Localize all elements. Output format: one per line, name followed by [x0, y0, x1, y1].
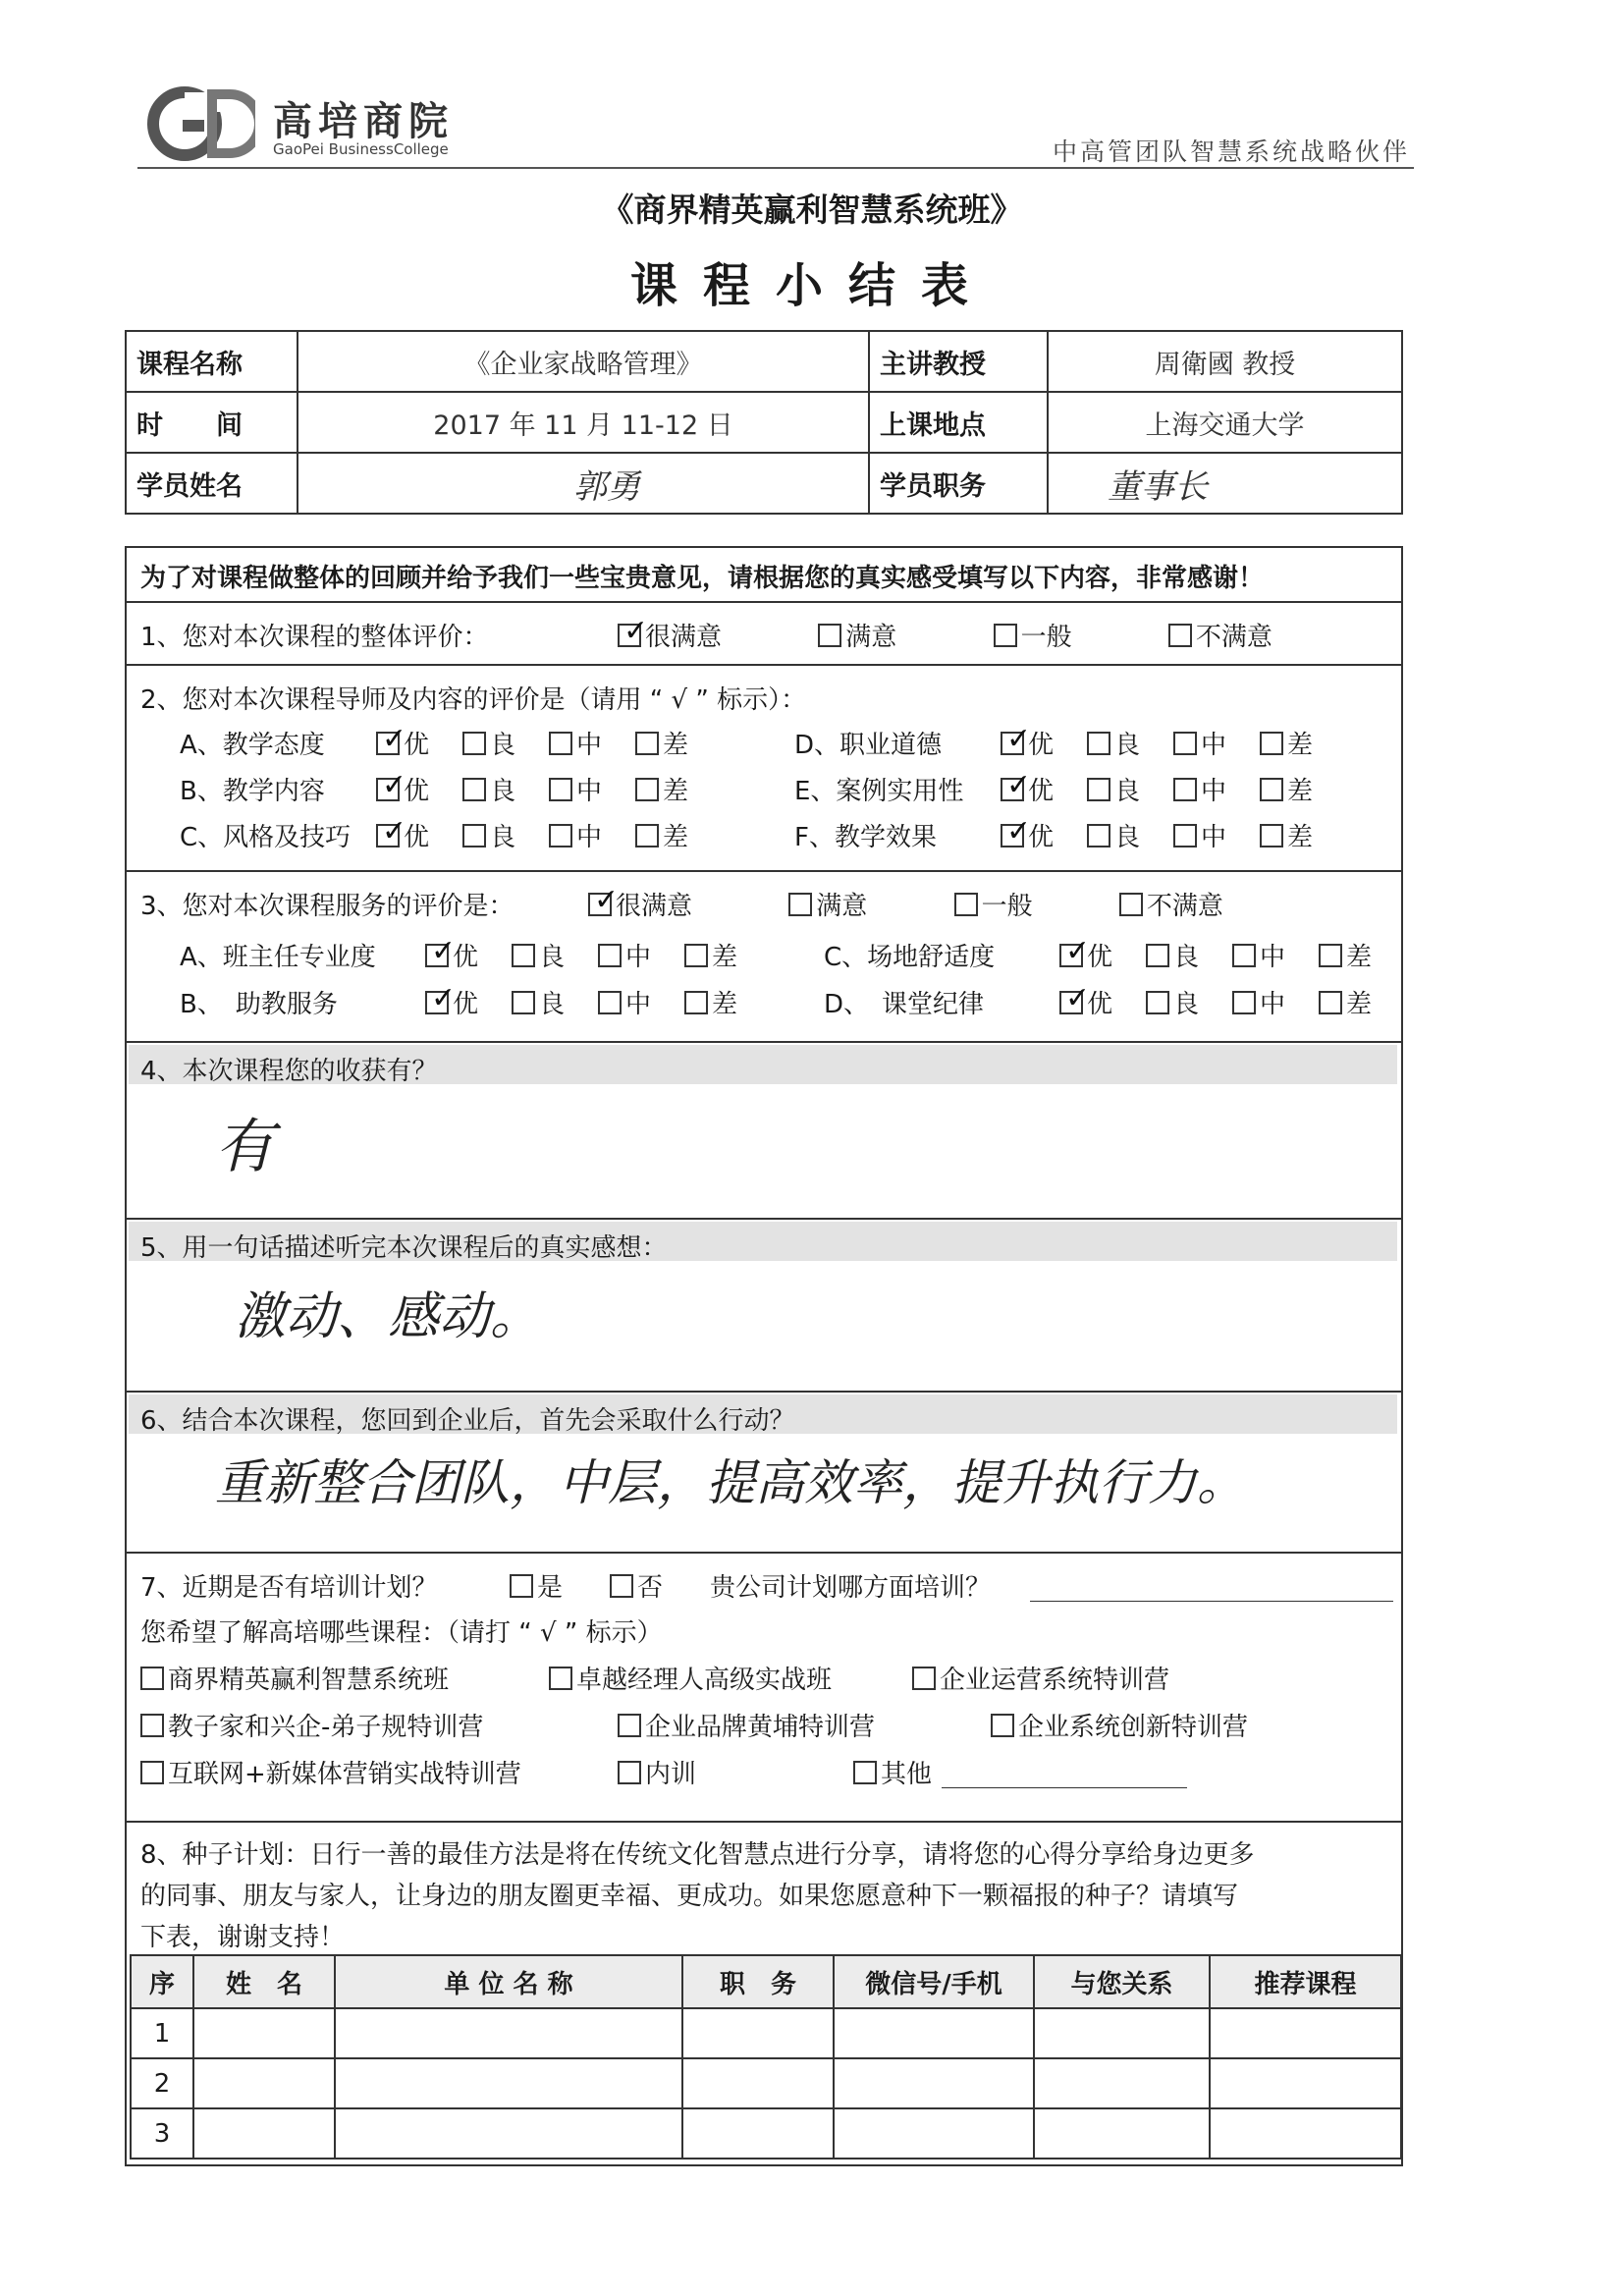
checkbox[interactable] [618, 624, 641, 647]
col-relation: 与您关系 [1034, 1955, 1210, 2008]
q8-line1: 8、种子计划：日行一善的最佳方法是将在传统文化智慧点进行分享，请将您的心得分享给身边更多 [140, 1840, 1255, 1870]
q1-option-satisfied[interactable]: 满意 [818, 623, 896, 652]
q1-label: 1、您对本次课程的整体评价： [140, 623, 489, 652]
cell[interactable] [834, 2058, 1034, 2108]
checkbox[interactable] [991, 1714, 1014, 1737]
cell[interactable] [834, 2008, 1034, 2058]
q6-answer[interactable]: 重新整合团队，中层，提高效率，提升执行力。 [215, 1454, 1246, 1511]
q3-grade-option[interactable]: ✓ 优 [425, 984, 512, 1020]
q3-grade-option[interactable]: 差 [1319, 984, 1405, 1020]
checkbox[interactable] [635, 778, 659, 801]
q2-grade-option[interactable]: 良 [1087, 725, 1173, 761]
q8-line2: 的同事、朋友与家人，让身边的朋友圈更幸福、更成功。如果您愿意种下一颗福报的种子？请填写 [140, 1882, 1239, 1911]
checkbox[interactable] [1087, 732, 1110, 755]
program-title: 《商界精英赢利智慧系统班》 [601, 191, 1023, 229]
q3-row [180, 984, 771, 1020]
checkbox[interactable] [1146, 991, 1169, 1014]
form-title: 课程小结表 [629, 258, 994, 313]
q2-grade-option[interactable]: ✓ 优 [1001, 725, 1087, 761]
checkbox[interactable] [598, 991, 622, 1014]
q2-item-label: F、教学效果 [794, 823, 937, 852]
q3-grade-option[interactable]: ✓ 优 [1059, 984, 1146, 1020]
q3-grade-option[interactable]: 良 [512, 937, 598, 973]
checkbox[interactable] [1087, 778, 1110, 801]
q2-grade-option[interactable]: 中 [1173, 817, 1260, 853]
checkbox[interactable] [512, 944, 535, 967]
q2-row [794, 817, 1346, 853]
table-row [131, 2108, 1401, 2159]
checkbox[interactable] [684, 991, 708, 1014]
q4-answer[interactable]: 有 [215, 1113, 274, 1181]
q1-option-very-satisfied[interactable]: ✓ 很满意 [618, 623, 722, 652]
col-index: 序 [131, 1955, 193, 2008]
checkbox[interactable] [994, 624, 1017, 647]
checkbox[interactable] [512, 991, 535, 1014]
row-index: 1 [131, 2008, 193, 2058]
checkbox[interactable] [1119, 893, 1143, 916]
other-course-blank[interactable] [942, 1787, 1187, 1788]
cell[interactable] [682, 2108, 834, 2159]
col-course: 推荐课程 [1210, 1955, 1401, 2008]
q7-wish-label: 您希望了解高培哪些课程：（请打 “ √ ” 标示） [140, 1618, 663, 1648]
checkbox[interactable] [588, 893, 612, 916]
course-option[interactable]: 互联网+新媒体营销实战特训营 [140, 1754, 521, 1790]
col-company: 单 位 名 称 [335, 1955, 682, 2008]
q2-grade-option[interactable]: 差 [1260, 725, 1346, 761]
table-row [131, 2058, 1401, 2108]
q2-grade-option[interactable]: 中 [1173, 771, 1260, 807]
q8-line3: 下表，谢谢支持！ [140, 1923, 346, 1952]
checkbox[interactable] [376, 824, 400, 847]
q7-plan-question: 贵公司计划哪方面培训？ [710, 1573, 992, 1603]
q7-no-option[interactable]: 否 [610, 1567, 663, 1604]
q2-grade-option[interactable]: 良 [1087, 817, 1173, 853]
q3-label: 3、您对本次课程服务的评价是： [140, 892, 514, 921]
seed-plan-table [130, 1954, 1402, 2159]
q3-grade-option[interactable]: 差 [684, 984, 771, 1020]
q2-grade-option[interactable]: 差 [635, 817, 722, 853]
q3-option-satisfied[interactable]: 满意 [788, 892, 867, 921]
survey-form [125, 546, 1403, 2166]
cell[interactable] [193, 2108, 335, 2159]
q2-grade-option[interactable]: 差 [1260, 771, 1346, 807]
col-name: 姓 名 [193, 1955, 335, 2008]
checkbox[interactable] [1173, 824, 1197, 847]
student-position-label: 学员职务 [869, 453, 1048, 514]
checkbox[interactable] [1146, 944, 1169, 967]
checkbox[interactable] [954, 893, 978, 916]
q3-item-label: A、班主任专业度 [180, 943, 376, 972]
course-option[interactable]: 教子家和兴企-弟子规特训营 [140, 1707, 483, 1743]
checkbox[interactable] [510, 1574, 533, 1598]
q3-option-dissatisfied[interactable]: 不满意 [1119, 892, 1223, 921]
checkbox[interactable] [1173, 732, 1197, 755]
checkbox[interactable] [635, 824, 659, 847]
checkbox[interactable] [618, 1761, 641, 1784]
q2-grade-option[interactable]: 中 [549, 771, 635, 807]
q1-option-dissatisfied[interactable]: 不满意 [1168, 623, 1272, 652]
q3-grade-option[interactable]: 良 [512, 984, 598, 1020]
q4-label: 4、本次课程您的收获有？ [140, 1057, 438, 1086]
q3-item-label: D、 课堂纪律 [824, 990, 985, 1019]
checkbox[interactable] [684, 944, 708, 967]
cell[interactable] [682, 2058, 834, 2108]
time-label: 时 间 [126, 392, 298, 453]
cell[interactable] [1210, 2108, 1401, 2159]
checkbox[interactable] [549, 732, 572, 755]
student-name-label: 学员姓名 [126, 453, 298, 514]
q1-options[interactable] [618, 617, 1302, 653]
checkbox[interactable] [140, 1714, 164, 1737]
q2-row [180, 771, 722, 807]
q2-grade-option[interactable]: 良 [1087, 771, 1173, 807]
header-slogan: 中高管团队智慧系统战略伙伴 [1052, 137, 1410, 166]
course-option[interactable]: 企业运营系统特训营 [912, 1660, 1169, 1696]
q3-row [180, 937, 771, 973]
checkbox[interactable] [1232, 991, 1256, 1014]
course-name-label: 课程名称 [126, 331, 298, 392]
row-index: 3 [131, 2108, 193, 2159]
cell[interactable] [193, 2008, 335, 2058]
checkbox[interactable] [1059, 944, 1083, 967]
checkbox[interactable] [1001, 732, 1024, 755]
q2-grade-option[interactable]: ✓ 优 [376, 725, 462, 761]
checkbox[interactable] [462, 732, 486, 755]
q2-row [180, 817, 722, 853]
q2-grade-option[interactable]: 良 [462, 725, 549, 761]
cell[interactable] [834, 2108, 1034, 2159]
col-position: 职 务 [682, 1955, 834, 2008]
survey-intro: 为了对课程做整体的回顾并给予我们一些宝贵意见，请根据您的真实感受填写以下内容，非常感谢！ [140, 564, 1265, 593]
checkbox[interactable] [1087, 824, 1110, 847]
q3-option-very-satisfied[interactable]: ✓ 很满意 [588, 892, 692, 921]
course-info-table [125, 330, 1403, 515]
course-option[interactable]: 内训 [618, 1754, 696, 1790]
checkbox[interactable] [598, 944, 622, 967]
q2-grade-option[interactable]: ✓ 优 [1001, 817, 1087, 853]
checkbox[interactable] [1260, 824, 1283, 847]
q3-row [824, 937, 1405, 973]
checkbox[interactable] [376, 732, 400, 755]
q3-item-label: B、 助教服务 [180, 990, 338, 1019]
cell[interactable] [335, 2108, 682, 2159]
checkbox[interactable] [1001, 824, 1024, 847]
q3-grade-option[interactable]: 中 [598, 937, 684, 973]
checkbox[interactable] [140, 1761, 164, 1784]
q3-option-average[interactable]: 一般 [954, 892, 1033, 921]
q6-label: 6、结合本次课程，您回到企业后，首先会采取什么行动？ [140, 1406, 795, 1436]
checkbox[interactable] [853, 1761, 877, 1784]
row-index: 2 [131, 2058, 193, 2108]
q1-option-average[interactable]: 一般 [994, 623, 1072, 652]
lecturer-value[interactable]: 周衛國 教授 [1048, 331, 1402, 392]
q5-label: 5、用一句话描述听完本次课程后的真实感想： [140, 1233, 668, 1263]
checkbox[interactable] [912, 1667, 936, 1690]
q2-grade-option[interactable]: 良 [462, 771, 549, 807]
checkbox[interactable] [788, 893, 812, 916]
checkbox[interactable] [425, 944, 449, 967]
q3-grade-option[interactable]: ✓ 优 [1059, 937, 1146, 973]
q3-grade-option[interactable]: 中 [1232, 984, 1319, 1020]
q2-grade-option[interactable]: 中 [549, 817, 635, 853]
checkbox[interactable] [818, 624, 841, 647]
q2-grade-option[interactable]: ✓ 优 [376, 771, 462, 807]
col-wechat: 微信号/手机 [834, 1955, 1034, 2008]
q2-row [794, 771, 1346, 807]
checkbox[interactable] [376, 778, 400, 801]
q3-grade-option[interactable]: 良 [1146, 984, 1232, 1020]
logo-english-name: GaoPei BusinessCollege [273, 140, 449, 158]
q2-grade-option[interactable]: 差 [635, 771, 722, 807]
q7-yes-option[interactable]: 是 [510, 1567, 563, 1604]
cell[interactable] [335, 2058, 682, 2108]
checkbox[interactable] [140, 1667, 164, 1690]
q2-label: 2、您对本次课程导师及内容的评价是（请用 “ √ ” 标示）： [140, 685, 807, 715]
seed-table-header [131, 1955, 1401, 2008]
place-value[interactable]: 上海交通大学 [1048, 392, 1402, 453]
checkbox[interactable] [549, 1667, 572, 1690]
q7-label: 7、近期是否有培训计划？ [140, 1573, 438, 1603]
q3-grade-option[interactable]: 差 [1319, 937, 1405, 973]
checkbox[interactable] [1173, 778, 1197, 801]
checkbox[interactable] [1260, 778, 1283, 801]
course-option[interactable]: 其他 [853, 1754, 932, 1790]
course-name-value[interactable]: 《企业家战略管理》 [298, 331, 869, 392]
q3-grade-option[interactable]: 良 [1146, 937, 1232, 973]
checkbox[interactable] [1168, 624, 1192, 647]
q2-item-label: D、职业道德 [794, 731, 943, 760]
checkbox[interactable] [610, 1574, 633, 1598]
table-row [131, 2008, 1401, 2058]
q3-item-label: C、场地舒适度 [824, 943, 996, 972]
checkbox[interactable] [425, 991, 449, 1014]
q2-row [180, 725, 722, 761]
place-label: 上课地点 [869, 392, 1048, 453]
checkbox[interactable] [549, 778, 572, 801]
q3-grade-option[interactable]: ✓ 优 [425, 937, 512, 973]
q2-item-label: E、案例实用性 [794, 777, 964, 806]
checkbox[interactable] [1319, 991, 1342, 1014]
checkbox[interactable] [1260, 732, 1283, 755]
checkbox[interactable] [618, 1714, 641, 1737]
q2-grade-option[interactable]: 中 [549, 725, 635, 761]
gaopei-logo [147, 86, 255, 161]
cell[interactable] [1210, 2008, 1401, 2058]
cell[interactable] [1034, 2058, 1210, 2108]
checkbox[interactable] [549, 824, 572, 847]
q2-grade-option[interactable]: 良 [462, 817, 549, 853]
q2-grade-option[interactable]: 差 [1260, 817, 1346, 853]
q3-grade-option[interactable]: 中 [1232, 937, 1319, 973]
course-option[interactable]: 企业品牌黄埔特训营 [618, 1707, 875, 1743]
course-option[interactable]: 卓越经理人高级实战班 [549, 1660, 832, 1696]
checkbox[interactable] [1001, 778, 1024, 801]
q2-grade-option[interactable]: 中 [1173, 725, 1260, 761]
cell[interactable] [1034, 2008, 1210, 2058]
logo-chinese-name: 高培商院 [273, 99, 454, 144]
q2-item-label: A、教学态度 [180, 731, 325, 760]
checkbox[interactable] [1319, 944, 1342, 967]
q2-row [794, 725, 1346, 761]
checkbox[interactable] [635, 732, 659, 755]
cell[interactable] [193, 2058, 335, 2108]
checkbox[interactable] [1232, 944, 1256, 967]
cell[interactable] [1034, 2108, 1210, 2159]
student-position-value[interactable]: 董事长 [1048, 453, 1402, 514]
q3-options[interactable] [588, 886, 1253, 922]
q3-grade-option[interactable]: 中 [598, 984, 684, 1020]
cell[interactable] [1210, 2058, 1401, 2108]
checkbox[interactable] [1059, 991, 1083, 1014]
header-divider [137, 167, 1414, 169]
time-value[interactable]: 2017 年 11 月 11-12 日 [298, 392, 869, 453]
q2-grade-option[interactable]: 差 [635, 725, 722, 761]
checkbox[interactable] [462, 824, 486, 847]
q2-grade-option[interactable]: ✓ 优 [1001, 771, 1087, 807]
q3-grade-option[interactable]: 差 [684, 937, 771, 973]
cell[interactable] [335, 2008, 682, 2058]
q2-item-label: C、风格及技巧 [180, 823, 352, 852]
q2-grade-option[interactable]: ✓ 优 [376, 817, 462, 853]
q5-answer[interactable]: 激动、感动。 [235, 1287, 542, 1346]
student-name-value[interactable]: 郭勇 [298, 453, 869, 514]
checkbox[interactable] [462, 778, 486, 801]
course-option[interactable]: 企业系统创新特训营 [991, 1707, 1248, 1743]
cell[interactable] [682, 2008, 834, 2058]
course-option[interactable]: 商界精英赢利智慧系统班 [140, 1660, 449, 1696]
q3-row [824, 984, 1405, 1020]
lecturer-label: 主讲教授 [869, 331, 1048, 392]
q2-item-label: B、教学内容 [180, 777, 325, 806]
q7-plan-blank[interactable] [1030, 1601, 1393, 1602]
